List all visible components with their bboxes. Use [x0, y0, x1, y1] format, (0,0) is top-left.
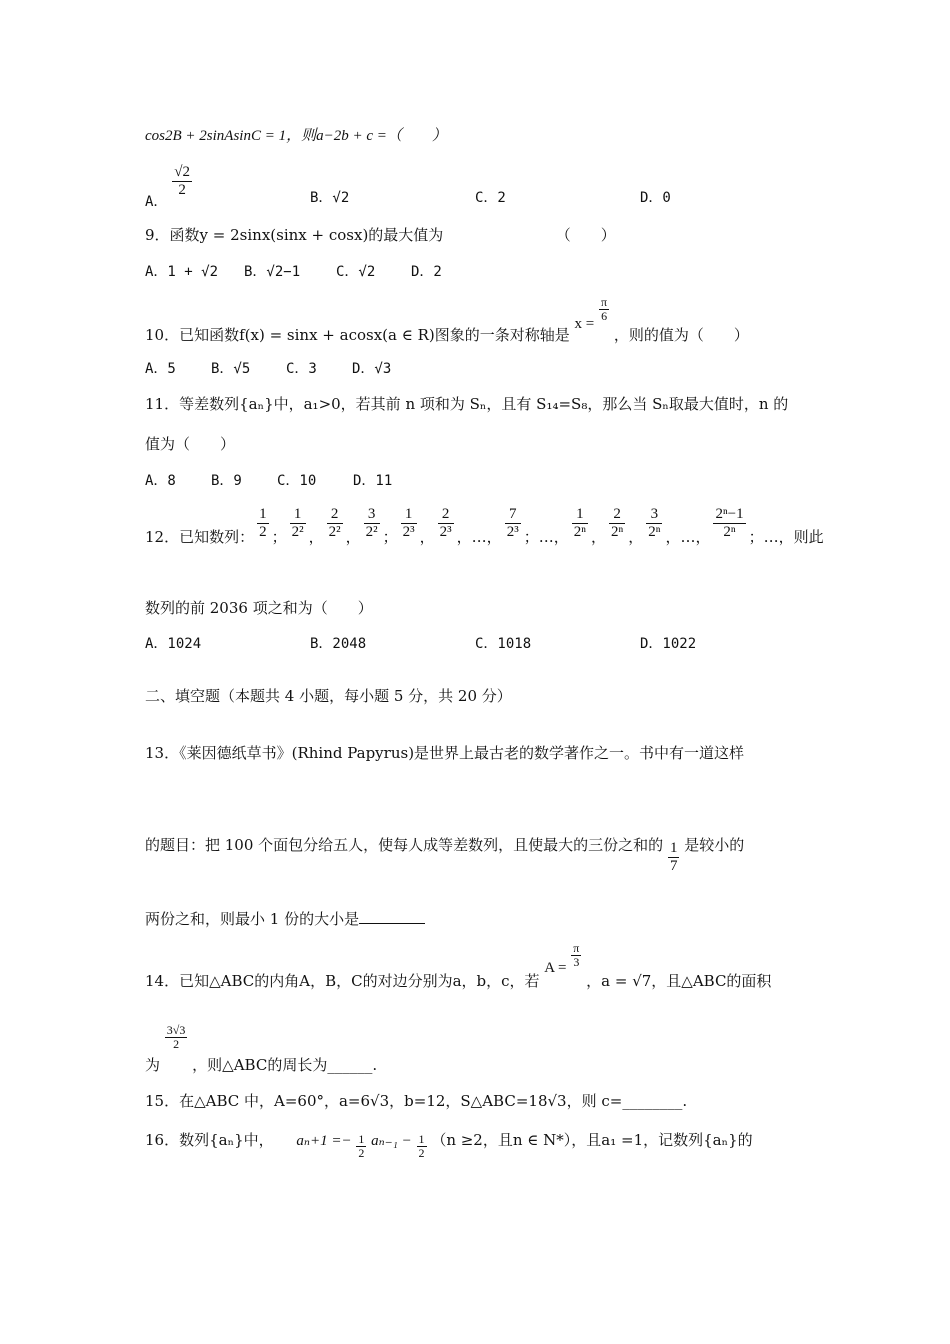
- q9-option-b: B．√2−1: [244, 264, 301, 280]
- q8-option-a-fraction: $\frac{√2}{2}$: [174, 164, 190, 198]
- q12-term-separator: ，: [345, 527, 361, 546]
- q9-option-a: A．1 + √2: [145, 264, 219, 280]
- q12-term-fraction: $\frac{3}{\text{2ⁿ}}$: [648, 506, 661, 540]
- q10-option-c: C．3: [286, 361, 317, 377]
- q12-term-separator: ；…，: [523, 527, 569, 546]
- q12-sequence: [145, 506, 824, 546]
- q16-half-1: $\frac{1}{2}$: [358, 1132, 365, 1161]
- q12-option-a: A．1024: [145, 636, 202, 652]
- q12-term-fraction: $\frac{1}{\text{2³}}$: [402, 506, 415, 540]
- q12-term-separator: ，: [628, 527, 644, 546]
- q12-prefix: 12．已知数列：: [145, 527, 255, 546]
- section-heading: 二、填空题（本题共 4 小题，每小题 5 分，共 20 分）: [145, 687, 512, 705]
- q10-option-d: D．√3: [352, 361, 392, 377]
- q8-stem-text: cos2B + 2sinAsinC = 1，则a−2b + c =（ ）: [145, 128, 447, 144]
- q10-stem: 10．已知函数f(x) = sinx + acosx(a ∈ R)图象的一条对称轴是 x = $\frac{\pi}{6}$ ，则的值为（ ）: [145, 295, 749, 344]
- q13-line1: 13．《莱因德纸草书》(Rhind Papyrus)是世界上最古老的数学著作之一。书中有一道这样: [145, 744, 745, 762]
- q12-term-separator: ，: [590, 527, 606, 546]
- q8-option-a: A． $\frac{√2}{2}$: [145, 164, 190, 210]
- q14-line1: 14．已知△ABC的内角A，B，C的对边分别为a，b，c，若 A = $\frac{\pi}{3}$ ，a = √7，且△ABC的面积: [145, 941, 772, 990]
- q8-stem: [145, 124, 447, 145]
- q14-angle-fraction: $\frac{\pi}{3}$: [573, 941, 580, 970]
- q12-term-fraction: $\frac{3}{\text{2²}}$: [365, 506, 378, 540]
- q8-option-d: D．0: [640, 190, 671, 206]
- q12-term-fraction: $\frac{\text{2ⁿ−1}}{\text{2ⁿ}}$: [715, 506, 744, 540]
- q12-term-separator: ，: [308, 527, 324, 546]
- q12-term-fraction: $\frac{1}{\text{2²}}$: [291, 506, 304, 540]
- q12-term-fraction: $\frac{2}{\text{2²}}$: [328, 506, 341, 540]
- q13-answer-blank[interactable]: [359, 908, 425, 924]
- q12-term-separator: ；: [382, 527, 398, 546]
- q12-term-separator: ；: [271, 527, 287, 546]
- q12-option-b: B．2048: [310, 636, 367, 652]
- q9-stem: 9．函数y = 2sinx(sinx + cosx)的最大值为 （ ）: [145, 226, 616, 244]
- q11-option-d: D．11: [353, 473, 393, 489]
- q12-term-fraction: $\frac{1}{\text{2ⁿ}}$: [573, 506, 586, 540]
- q12-term-separator: ，…，: [665, 527, 711, 546]
- q13-line3: 两份之和，则最小 1 份的大小是: [145, 908, 425, 929]
- q9-option-d: D．2: [411, 264, 442, 280]
- q14-line2: 为 $\frac{3√3}{2}$ ，则△ABC的周长为______.: [145, 1023, 378, 1074]
- q12-option-c: C．1018: [475, 636, 532, 652]
- q14-area-fraction: $\frac{3√3}{2}$: [166, 1023, 186, 1052]
- q12-term-separator: ，: [419, 527, 435, 546]
- q10-option-b: B．√5: [211, 361, 251, 377]
- q12-terms: [254, 506, 824, 546]
- q9-option-c: C．√2: [336, 264, 376, 280]
- q8-option-c: C．2: [475, 190, 506, 206]
- q13-fraction: $\frac{1}{7}$: [669, 840, 678, 874]
- q12-term-fraction: $\frac{2}{\text{2ⁿ}}$: [610, 506, 624, 540]
- q10-axis-fraction: $\frac{\pi}{6}$: [601, 295, 608, 324]
- q12-term-separator: ；…，则此: [748, 527, 824, 546]
- q11-option-a: A．8: [145, 473, 176, 489]
- q11-line2: 值为（ ）: [145, 435, 236, 453]
- q8-option-b: B．√2: [310, 190, 350, 206]
- q12-option-d: D．1022: [640, 636, 697, 652]
- q10-option-a: A．5: [145, 361, 176, 377]
- q12-line2: 数列的前 2036 项之和为（ ）: [145, 599, 373, 617]
- q12-term-separator: ，…，: [456, 527, 502, 546]
- q11-option-c: C．10: [277, 473, 317, 489]
- q16-line: 16．数列{aₙ}中， aₙ+1 =− $\frac{1}{2}$ aₙ₋₁ − $\frac{1}{2}$ （n ≥2，且n ∈ N*），且a₁ =1，记数列{aₙ}的: [145, 1130, 753, 1161]
- q12-term-fraction: $\frac{7}{\text{2³}}$: [506, 506, 519, 540]
- q16-half-2: $\frac{1}{2}$: [418, 1132, 425, 1161]
- q13-line2: 的题目：把 100 个面包分给五人，使每人成等差数列，且使最大的三份之和的 $\frac{1}{7}$ 是较小的: [145, 836, 745, 874]
- q15-line: 15．在△ABC 中，A=60°，a=6√3，b=12，S△ABC=18√3，则 c=________.: [145, 1092, 688, 1110]
- q11-line1: 11．等差数列{aₙ}中，a₁>0，若其前 n 项和为 Sₙ，且有 S₁₄=S₈，那么当 Sₙ取最大值时，n 的: [145, 395, 789, 413]
- q11-option-b: B．9: [211, 473, 242, 489]
- q12-term-fraction: $\frac{1}{2}$: [259, 506, 267, 540]
- q12-term-fraction: $\frac{2}{\text{2³}}$: [439, 506, 452, 540]
